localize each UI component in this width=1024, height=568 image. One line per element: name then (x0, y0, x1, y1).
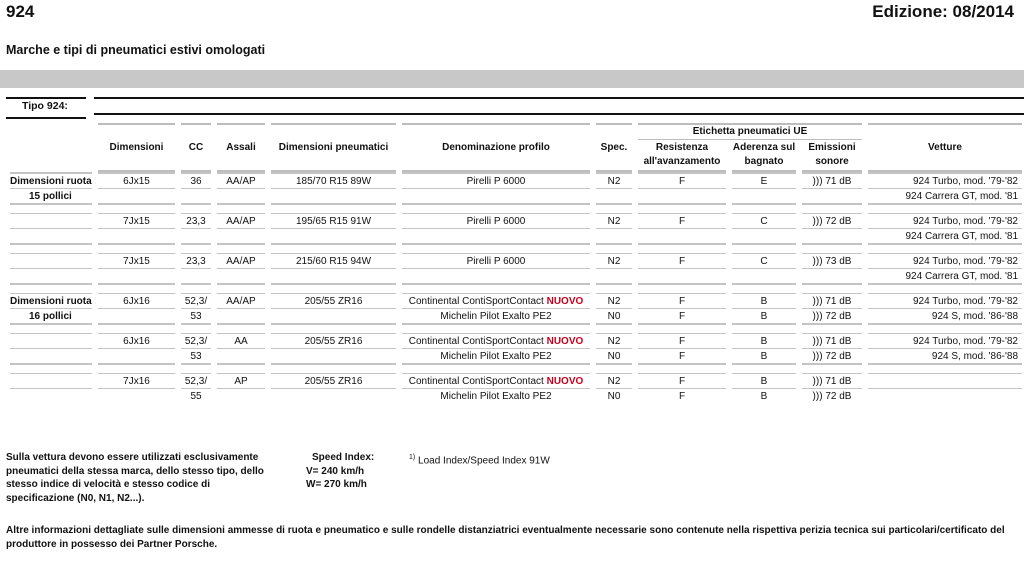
cell-cc: 55 (181, 388, 211, 403)
col-dim-pneumatici: Dimensioni pneumatici (271, 123, 396, 172)
cell-noise: ))) 72 dB (802, 348, 862, 363)
table-row (10, 333, 1022, 348)
cell-dim (98, 228, 175, 243)
table-row (10, 228, 1022, 243)
cell-res: F (638, 373, 726, 388)
profile-name: Continental ContiSportContact (408, 295, 544, 307)
col-aderenza: Aderenza sul bagnato (732, 140, 796, 172)
separator-cell (596, 283, 632, 293)
cell-dim (98, 348, 175, 363)
separator-cell (181, 363, 211, 373)
cell-cc (181, 268, 211, 283)
separator-cell (217, 243, 265, 253)
col-cc: CC (181, 123, 211, 172)
separator-cell (732, 283, 796, 293)
cell-spec: N0 (596, 308, 632, 323)
separator-cell (217, 283, 265, 293)
separator-cell (802, 203, 862, 213)
row-separator (10, 283, 1022, 293)
cell-wet: B (732, 388, 796, 403)
cell-tyre (271, 228, 396, 243)
separator-cell (98, 283, 175, 293)
separator-cell (638, 363, 726, 373)
cell-profile (402, 388, 590, 403)
divider-top (94, 97, 1024, 99)
cell-assali (217, 388, 265, 403)
footnote-text: Load Index/Speed Index 91W (418, 455, 550, 467)
cell-cc: 53 (181, 348, 211, 363)
table-header-row (10, 123, 1022, 140)
cell-spec: N2 (596, 172, 632, 188)
type-label: Tipo 924: (22, 100, 68, 112)
cell-assali (217, 268, 265, 283)
usage-note: Sulla vettura devono essere utilizzati esclusivamente pneumatici della stessa marca, dello stesso tipo, dello stesso indice di velocità e stesso codice di specificazione (N0, N1, N2...). (6, 452, 264, 504)
cell-group (10, 333, 92, 348)
cell-assali (217, 188, 265, 203)
cell-noise (802, 228, 862, 243)
cell-profile (402, 348, 590, 363)
separator-cell (732, 203, 796, 213)
cell-cc: 52,3/ (181, 373, 211, 388)
separator-cell (868, 283, 1022, 293)
cell-res: F (638, 253, 726, 268)
separator-cell (596, 323, 632, 333)
separator-cell (868, 203, 1022, 213)
cell-dim (98, 308, 175, 323)
cell-noise (802, 268, 862, 283)
divider-bottom (94, 113, 1024, 115)
cell-group (10, 228, 92, 243)
cell-group: 16 pollici (10, 308, 92, 323)
separator-cell (217, 323, 265, 333)
cell-wet (732, 268, 796, 283)
profile-name: Michelin Pilot Exalto PE2 (440, 390, 552, 402)
speed-index-title: Speed Index: (312, 452, 375, 463)
cell-dim: 7Jx16 (98, 373, 175, 388)
col-dimensioni: Dimensioni (98, 123, 175, 172)
cell-group (10, 268, 92, 283)
col-spec: Spec. (596, 123, 632, 172)
cell-wet (732, 228, 796, 243)
cell-res: F (638, 333, 726, 348)
cell-assali: AP (217, 373, 265, 388)
cell-assali: AA/AP (217, 293, 265, 308)
table-row (10, 188, 1022, 203)
separator-cell (10, 323, 92, 333)
cell-cc (181, 188, 211, 203)
separator-cell (402, 323, 590, 333)
cell-noise (802, 188, 862, 203)
separator-cell (98, 363, 175, 373)
cell-vehicle: 924 Turbo, mod. '79-'82 (868, 293, 1022, 308)
cell-noise: ))) 72 dB (802, 388, 862, 403)
separator-cell (596, 363, 632, 373)
row-separator (10, 243, 1022, 253)
separator-cell (271, 203, 396, 213)
separator-cell (402, 243, 590, 253)
separator-cell (402, 283, 590, 293)
cell-tyre: 205/55 ZR16 (271, 293, 396, 308)
cell-tyre: 195/65 R15 91W (271, 213, 396, 228)
separator-cell (596, 243, 632, 253)
cell-tyre (271, 388, 396, 403)
cell-dim (98, 388, 175, 403)
cell-spec (596, 268, 632, 283)
cell-group (10, 253, 92, 268)
cell-group: Dimensioni ruota (10, 172, 92, 188)
separator-cell (868, 323, 1022, 333)
table-row (10, 253, 1022, 268)
section-bar (0, 70, 1024, 88)
cell-spec (596, 228, 632, 243)
cell-wet: C (732, 253, 796, 268)
cell-spec: N0 (596, 388, 632, 403)
cell-spec: N2 (596, 253, 632, 268)
cell-tyre: 205/55 ZR16 (271, 333, 396, 348)
separator-cell (271, 243, 396, 253)
profile-name: Pirelli P 6000 (466, 255, 526, 267)
table-body (10, 172, 1022, 403)
cell-assali: AA (217, 333, 265, 348)
table-row (10, 293, 1022, 308)
separator-cell (802, 363, 862, 373)
cell-spec: N2 (596, 213, 632, 228)
row-separator (10, 323, 1022, 333)
cell-group (10, 388, 92, 403)
cell-wet: B (732, 348, 796, 363)
edition-label: Edizione: 08/2014 (872, 2, 1014, 21)
separator-cell (271, 323, 396, 333)
cell-noise: ))) 72 dB (802, 213, 862, 228)
new-badge: NUOVO (546, 375, 584, 387)
cell-profile (402, 308, 590, 323)
cell-cc: 53 (181, 308, 211, 323)
separator-cell (10, 243, 92, 253)
cell-profile (402, 253, 590, 268)
cell-res: F (638, 172, 726, 188)
separator-cell (732, 323, 796, 333)
separator-cell (802, 243, 862, 253)
cell-vehicle: 924 Turbo, mod. '79-'82 (868, 172, 1022, 188)
cell-wet: C (732, 213, 796, 228)
cell-cc: 52,3/ (181, 333, 211, 348)
cell-res (638, 268, 726, 283)
cell-dim: 7Jx15 (98, 213, 175, 228)
separator-cell (98, 323, 175, 333)
table-row (10, 348, 1022, 363)
separator-cell (271, 363, 396, 373)
separator-cell (10, 203, 92, 213)
type-label-box (6, 97, 86, 119)
separator-cell (638, 203, 726, 213)
cell-cc: 52,3/ (181, 293, 211, 308)
cell-dim: 6Jx16 (98, 293, 175, 308)
cell-noise: ))) 71 dB (802, 373, 862, 388)
col-emissioni: Emissioni sonore (802, 140, 862, 172)
separator-cell (868, 363, 1022, 373)
cell-cc: 23,3 (181, 213, 211, 228)
cell-res: F (638, 293, 726, 308)
col-rowhdr (10, 123, 92, 172)
cell-res (638, 188, 726, 203)
tyre-table (4, 123, 1024, 403)
cell-spec: N0 (596, 348, 632, 363)
cell-noise: ))) 73 dB (802, 253, 862, 268)
cell-wet: B (732, 293, 796, 308)
profile-name: Michelin Pilot Exalto PE2 (440, 350, 552, 362)
cell-tyre (271, 348, 396, 363)
separator-cell (802, 283, 862, 293)
cell-vehicle (868, 373, 1022, 388)
cell-vehicle: 924 S, mod. '86-'88 (868, 348, 1022, 363)
cell-tyre (271, 308, 396, 323)
cell-assali: AA/AP (217, 213, 265, 228)
cell-assali (217, 308, 265, 323)
cell-wet (732, 188, 796, 203)
cell-cc: 36 (181, 172, 211, 188)
speed-index-v: V= 240 km/h (306, 465, 365, 477)
col-etichetta: Etichetta pneumatici UE (638, 123, 862, 140)
profile-name: Continental ContiSportContact (408, 375, 544, 387)
cell-profile (402, 373, 590, 388)
profile-name: Continental ContiSportContact (408, 335, 544, 347)
separator-cell (217, 363, 265, 373)
cell-assali (217, 348, 265, 363)
separator-cell (181, 323, 211, 333)
row-separator (10, 363, 1022, 373)
separator-cell (638, 243, 726, 253)
cell-res: F (638, 213, 726, 228)
page-subtitle: Marche e tipi di pneumatici estivi omologati (6, 43, 266, 57)
separator-cell (638, 323, 726, 333)
cell-assali: AA/AP (217, 172, 265, 188)
speed-index-block (306, 451, 374, 492)
separator-cell (181, 283, 211, 293)
cell-assali: AA/AP (217, 253, 265, 268)
cell-spec: N2 (596, 333, 632, 348)
cell-profile (402, 188, 590, 203)
cell-tyre (271, 188, 396, 203)
table-row (10, 172, 1022, 188)
cell-profile (402, 333, 590, 348)
col-assali: Assali (217, 123, 265, 172)
cell-res (638, 228, 726, 243)
profile-name: Pirelli P 6000 (466, 175, 526, 187)
separator-cell (10, 283, 92, 293)
speed-index-w: W= 270 km/h (306, 479, 367, 490)
cell-tyre: 185/70 R15 89W (271, 172, 396, 188)
cell-vehicle: 924 Turbo, mod. '79-'82 (868, 253, 1022, 268)
cell-vehicle: 924 Carrera GT, mod. '81 (868, 228, 1022, 243)
cell-group (10, 213, 92, 228)
separator-cell (638, 283, 726, 293)
separator-cell (732, 363, 796, 373)
profile-name: Michelin Pilot Exalto PE2 (440, 310, 552, 322)
additional-info-note: Altre informazioni dettagliate sulle dimensioni ammesse di ruota e pneumatico e sulle rondelle distanziatrici eventualmente necessarie sono contenute nella rispettiva perizia tecnica sui particolari/certificato del produttore in possesso dei Partner Porsche. (6, 525, 1005, 550)
model-number: 924 (6, 2, 35, 21)
col-vetture: Vetture (868, 123, 1022, 172)
cell-profile (402, 228, 590, 243)
cell-cc (181, 228, 211, 243)
cell-wet: E (732, 172, 796, 188)
separator-cell (402, 363, 590, 373)
table-row (10, 268, 1022, 283)
table-row (10, 388, 1022, 403)
cell-wet: B (732, 333, 796, 348)
separator-cell (98, 243, 175, 253)
cell-noise: ))) 72 dB (802, 308, 862, 323)
cell-vehicle: 924 Carrera GT, mod. '81 (868, 188, 1022, 203)
separator-cell (181, 203, 211, 213)
table-row (10, 373, 1022, 388)
cell-spec: N2 (596, 293, 632, 308)
cell-tyre: 205/55 ZR16 (271, 373, 396, 388)
cell-vehicle: 924 Carrera GT, mod. '81 (868, 268, 1022, 283)
cell-wet: B (732, 373, 796, 388)
new-badge: NUOVO (546, 335, 584, 347)
cell-group (10, 373, 92, 388)
cell-res: F (638, 348, 726, 363)
table-row (10, 213, 1022, 228)
separator-cell (271, 283, 396, 293)
separator-cell (10, 363, 92, 373)
cell-vehicle: 924 Turbo, mod. '79-'82 (868, 333, 1022, 348)
cell-dim (98, 188, 175, 203)
new-badge: NUOVO (546, 295, 584, 307)
cell-assali (217, 228, 265, 243)
separator-cell (802, 323, 862, 333)
col-profilo: Denominazione profilo (402, 123, 590, 172)
cell-noise: ))) 71 dB (802, 172, 862, 188)
cell-noise: ))) 71 dB (802, 333, 862, 348)
cell-profile (402, 213, 590, 228)
cell-spec: N2 (596, 373, 632, 388)
cell-spec (596, 188, 632, 203)
row-separator (10, 203, 1022, 213)
cell-dim (98, 268, 175, 283)
cell-vehicle (868, 388, 1022, 403)
cell-noise: ))) 71 dB (802, 293, 862, 308)
cell-group: Dimensioni ruota (10, 293, 92, 308)
cell-res: F (638, 308, 726, 323)
footnote-mark: 1) (409, 454, 416, 461)
separator-cell (596, 203, 632, 213)
footnote (409, 451, 550, 468)
col-resistenza: Resistenza all'avanzamento (638, 140, 726, 172)
profile-name: Pirelli P 6000 (466, 215, 526, 227)
cell-group (10, 348, 92, 363)
cell-profile (402, 293, 590, 308)
separator-cell (402, 203, 590, 213)
cell-vehicle: 924 S, mod. '86-'88 (868, 308, 1022, 323)
cell-wet: B (732, 308, 796, 323)
cell-res: F (638, 388, 726, 403)
separator-cell (217, 203, 265, 213)
cell-profile (402, 172, 590, 188)
cell-tyre (271, 268, 396, 283)
cell-profile (402, 268, 590, 283)
separator-cell (181, 243, 211, 253)
separator-cell (732, 243, 796, 253)
cell-dim: 6Jx16 (98, 333, 175, 348)
cell-dim: 7Jx15 (98, 253, 175, 268)
cell-dim: 6Jx15 (98, 172, 175, 188)
table-row (10, 308, 1022, 323)
separator-cell (868, 243, 1022, 253)
cell-cc: 23,3 (181, 253, 211, 268)
cell-vehicle: 924 Turbo, mod. '79-'82 (868, 213, 1022, 228)
separator-cell (98, 203, 175, 213)
cell-group: 15 pollici (10, 188, 92, 203)
cell-tyre: 215/60 R15 94W (271, 253, 396, 268)
